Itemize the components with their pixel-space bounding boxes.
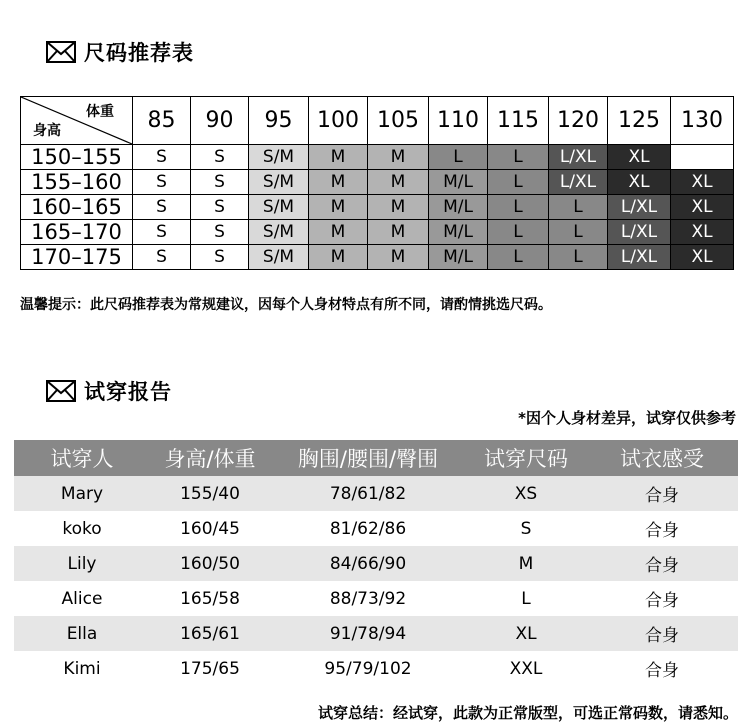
size-section-title — [46, 37, 194, 67]
size-cell: S — [133, 195, 191, 220]
size-cell: M — [368, 245, 429, 270]
trial-row — [14, 651, 738, 686]
size-cell: S — [133, 245, 191, 270]
trial-report-table — [14, 440, 738, 686]
trial-cell: Kimi — [63, 658, 101, 679]
size-cell: M — [309, 245, 368, 270]
weight-header-115: 115 — [488, 97, 549, 145]
trial-cell: 合身 — [586, 476, 738, 511]
size-cell: S/M — [249, 220, 309, 245]
size-cell: L — [549, 195, 608, 220]
envelope-icon — [46, 380, 76, 402]
height-range-label: 150–155 — [21, 145, 133, 170]
size-cell: L/XL — [549, 170, 608, 195]
size-cell: XL — [671, 245, 734, 270]
size-cell: S — [191, 145, 249, 170]
trial-cell: 155/40 — [150, 476, 270, 511]
size-cell: S — [133, 220, 191, 245]
weight-header-120: 120 — [549, 97, 608, 145]
trial-cell: Lily — [14, 546, 150, 581]
trial-cell: M — [466, 546, 586, 581]
size-row — [21, 195, 734, 220]
size-chart-table — [20, 96, 734, 270]
trial-cell: 175/65 — [180, 658, 240, 679]
size-cell: S — [191, 170, 249, 195]
trial-row — [14, 546, 738, 581]
size-cell: L — [549, 220, 608, 245]
trial-row — [14, 581, 738, 616]
size-cell: L/XL — [608, 220, 671, 245]
trial-column-header: 试穿尺码 — [466, 440, 586, 476]
size-cell: M — [309, 145, 368, 170]
height-range-label: 170–175 — [21, 245, 133, 270]
trial-cell: 合身 — [645, 661, 679, 681]
size-row — [21, 170, 734, 195]
trial-cell: 81/62/86 — [329, 518, 407, 539]
trial-cell: 78/61/82 — [270, 476, 466, 511]
size-cell: S/M — [249, 245, 309, 270]
trial-row — [14, 511, 738, 546]
size-cell: L — [488, 195, 549, 220]
size-cell: L/XL — [608, 195, 671, 220]
trial-header-row — [14, 440, 738, 476]
size-cell: L/XL — [608, 245, 671, 270]
size-cell: M — [309, 220, 368, 245]
size-cell: M — [368, 170, 429, 195]
size-cell: L — [488, 145, 549, 170]
size-cell: XL — [608, 170, 671, 195]
size-cell: M — [309, 170, 368, 195]
weight-header-110: 110 — [429, 97, 488, 145]
trial-cell: koko — [62, 518, 102, 539]
size-cell: M — [368, 145, 429, 170]
trial-cell: 95/79/102 — [324, 658, 412, 679]
trial-cell: S — [520, 518, 532, 539]
size-cell: L/XL — [549, 145, 608, 170]
trial-row — [14, 616, 738, 651]
size-header-row — [21, 97, 734, 145]
diagonal-header-cell — [21, 97, 133, 145]
trial-cell: XL — [466, 616, 586, 651]
size-tip-note: 温馨提示：此尺码推荐表为常规建议，因每个人身材特点有所不同，请酌情挑选尺码。 — [20, 297, 552, 313]
trial-column-header: 胸围/腰围/臀围 — [270, 440, 466, 476]
size-cell: L — [488, 220, 549, 245]
size-cell: XL — [671, 220, 734, 245]
height-range-label: 165–170 — [21, 220, 133, 245]
size-cell: L — [429, 145, 488, 170]
trial-cell: 合身 — [586, 616, 738, 651]
trial-cell: 91/78/94 — [270, 616, 466, 651]
size-cell: M/L — [429, 170, 488, 195]
size-cell: S/M — [249, 145, 309, 170]
size-cell: L — [488, 170, 549, 195]
weight-header-95: 95 — [249, 97, 309, 145]
size-cell: M — [368, 220, 429, 245]
height-axis-label: 身高 — [33, 123, 61, 139]
trial-cell: L — [521, 588, 531, 609]
weight-header-125: 125 — [608, 97, 671, 145]
size-cell: S — [191, 245, 249, 270]
weight-header-130: 130 — [671, 97, 734, 145]
size-row — [21, 145, 734, 170]
trial-column-header: 试衣感受 — [586, 440, 738, 476]
weight-header-90: 90 — [191, 97, 249, 145]
size-cell: L — [488, 245, 549, 270]
height-range-label: 155–160 — [21, 170, 133, 195]
size-cell: S/M — [249, 170, 309, 195]
trial-disclaimer: *因个人身材差异，试穿仅供参考 — [518, 409, 736, 427]
trial-cell: Alice — [61, 588, 103, 609]
size-cell: XL — [608, 145, 671, 170]
size-title-text: 尺码推荐表 — [84, 41, 194, 65]
trial-cell: 合身 — [645, 521, 679, 541]
size-cell: XL — [671, 195, 734, 220]
size-cell: M — [309, 195, 368, 220]
trial-cell: XXL — [509, 658, 543, 679]
size-cell: M/L — [429, 195, 488, 220]
trial-title-text: 试穿报告 — [84, 380, 172, 404]
size-cell: M/L — [429, 245, 488, 270]
weight-header-85: 85 — [133, 97, 191, 145]
trial-cell: 合身 — [645, 591, 679, 611]
trial-cell: 160/45 — [180, 518, 240, 539]
trial-cell: 84/66/90 — [270, 546, 466, 581]
trial-cell: Ella — [14, 616, 150, 651]
trial-cell: 165/61 — [150, 616, 270, 651]
size-cell: S — [191, 220, 249, 245]
trial-summary: 试穿总结：经试穿，此款为正常版型，可选正常码数，请悉知。 — [317, 704, 738, 722]
trial-cell: 合身 — [586, 546, 738, 581]
size-cell: M/L — [429, 220, 488, 245]
size-cell: S — [191, 195, 249, 220]
size-cell — [671, 145, 734, 170]
trial-section-title — [46, 376, 172, 406]
trial-cell: 160/50 — [150, 546, 270, 581]
trial-cell: 165/58 — [180, 588, 240, 609]
weight-header-100: 100 — [309, 97, 368, 145]
size-cell: M — [368, 195, 429, 220]
weight-axis-label: 体重 — [86, 104, 114, 120]
size-row — [21, 245, 734, 270]
size-row — [21, 220, 734, 245]
trial-column-header: 试穿人 — [14, 440, 150, 476]
size-cell: S/M — [249, 195, 309, 220]
size-cell: XL — [671, 170, 734, 195]
size-cell: S — [133, 145, 191, 170]
weight-header-105: 105 — [368, 97, 429, 145]
trial-row — [14, 476, 738, 511]
size-cell: L — [549, 245, 608, 270]
trial-cell: Mary — [14, 476, 150, 511]
height-range-label: 160–165 — [21, 195, 133, 220]
envelope-icon — [46, 41, 76, 63]
trial-cell: 88/73/92 — [329, 588, 407, 609]
trial-cell: XS — [466, 476, 586, 511]
trial-column-header: 身高/体重 — [150, 440, 270, 476]
size-cell: S — [133, 170, 191, 195]
